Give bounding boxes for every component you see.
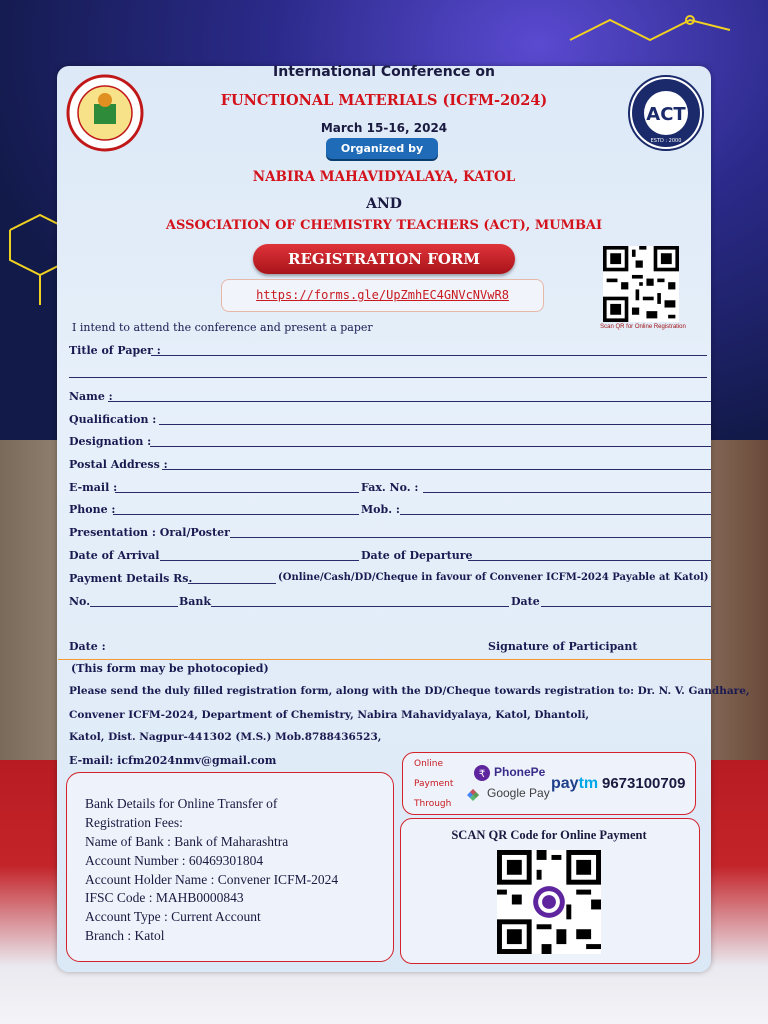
phone-label: Phone : <box>69 503 116 516</box>
google-pay-label: Google Pay <box>487 786 550 800</box>
email-label: E-mail : <box>69 481 118 494</box>
qualification-label: Qualification : <box>69 413 157 426</box>
and-text: AND <box>366 196 402 212</box>
conference-line: International Conference on <box>273 64 495 80</box>
contact-email[interactable]: E-mail: icfm2024nmv@gmail.com <box>69 754 277 767</box>
title-of-paper-label: Title of Paper : <box>69 344 161 357</box>
arrival-label: Date of Arrival <box>69 549 160 562</box>
registration-link[interactable]: https://forms.gle/UpZmhEC4GNVcNVwR8 <box>221 279 544 312</box>
payment-label-3: Through <box>414 799 452 809</box>
divider <box>58 659 711 660</box>
name-label: Name : <box>69 390 113 403</box>
payment-label-1: Online <box>414 759 444 769</box>
phonepe-icon <box>474 765 490 781</box>
paytm-logo <box>551 775 598 793</box>
title-of-paper-field[interactable] <box>151 355 707 356</box>
svg-text:₹: ₹ <box>478 769 486 780</box>
bank-ifsc: IFSC Code : MAHB0000843 <box>85 890 244 905</box>
instructions-line-1: Please send the duly filled registration form, along with the DD/Cheque towards registration to: Dr. N. V. Gandhare, <box>69 685 750 697</box>
cheque-date-field[interactable] <box>541 606 711 607</box>
title-of-paper-field-line2[interactable] <box>69 377 707 378</box>
date-label: Date : <box>69 640 106 653</box>
phone-field[interactable] <box>113 514 359 515</box>
google-pay-icon <box>465 785 481 801</box>
act-logo-estd: ESTD : 2000 <box>650 138 682 144</box>
bank-label: Bank <box>179 595 212 608</box>
no-label: No. <box>69 595 91 608</box>
registration-qr-code[interactable] <box>603 246 679 322</box>
email-field[interactable] <box>115 492 359 493</box>
registration-qr-caption: Scan QR for Online Registration <box>600 324 686 330</box>
college-logo <box>66 74 144 152</box>
fax-field[interactable] <box>423 492 711 493</box>
instructions-line-2: Convener ICFM-2024, Department of Chemistry, Nabira Mahavidyalaya, Katol, Dhantoli, <box>69 709 590 721</box>
organized-by-badge: Organized by <box>326 138 438 159</box>
no-field[interactable] <box>90 606 178 607</box>
designation-field[interactable] <box>150 446 711 447</box>
association-name: ASSOCIATION OF CHEMISTRY TEACHERS (ACT), MUMBAI <box>165 218 603 233</box>
paytm-logo-pay: pay <box>551 775 579 792</box>
phonepe-label: PhonePe <box>494 765 546 779</box>
payment-amount-field[interactable] <box>188 583 276 584</box>
mob-field[interactable] <box>400 514 711 515</box>
presentation-label: Presentation : Oral/Poster <box>69 526 230 539</box>
date-label-short: Date <box>511 595 540 608</box>
payment-note: (Online/Cash/DD/Cheque in favour of Convener ICFM-2024 Payable at Katol) <box>278 572 709 583</box>
designation-label: Designation : <box>69 435 152 448</box>
bank-account-holder: Account Holder Name : Convener ICFM-2024 <box>85 872 339 887</box>
qualification-field[interactable] <box>159 424 711 425</box>
act-logo <box>627 74 705 152</box>
paytm-logo-tm: tm <box>578 775 599 792</box>
bank-field[interactable] <box>211 606 509 607</box>
payment-label-2: Payment <box>414 779 454 789</box>
bank-account-type: Account Type : Current Account <box>85 909 261 924</box>
intent-text: I intend to attend the conference and present a paper <box>72 321 373 334</box>
bank-heading-1: Bank Details for Online Transfer of <box>85 796 278 811</box>
bank-branch: Branch : Katol <box>85 928 165 943</box>
postal-address-field[interactable] <box>162 469 711 470</box>
qr-payment-title: SCAN QR Code for Online Payment <box>451 828 647 842</box>
payment-qr-code[interactable] <box>497 850 601 954</box>
fax-label: Fax. No. : <box>361 481 419 494</box>
postal-address-label: Postal Address : <box>69 458 168 471</box>
registration-form-banner: REGISTRATION FORM <box>253 244 515 274</box>
photocopy-note: (This form may be photocopied) <box>71 662 269 675</box>
signature-label: Signature of Participant <box>488 640 638 653</box>
conference-title: FUNCTIONAL MATERIALS (ICFM-2024) <box>220 92 548 109</box>
college-name: NABIRA MAHAVIDYALAYA, KATOL <box>252 169 516 185</box>
name-field[interactable] <box>108 401 711 402</box>
arrival-field[interactable] <box>160 560 359 561</box>
bank-name: Name of Bank : Bank of Maharashtra <box>85 834 289 849</box>
bank-heading-2: Registration Fees: <box>85 815 183 830</box>
conference-dates: March 15-16, 2024 <box>320 121 448 135</box>
instructions-line-3: Katol, Dist. Nagpur-441302 (M.S.) Mob.8788436523, <box>69 731 382 743</box>
molecule-decoration-right <box>560 0 760 60</box>
departure-label: Date of Departure <box>361 549 473 562</box>
payment-label: Payment Details Rs. <box>69 572 193 585</box>
act-logo-abbr: ACT <box>646 104 686 125</box>
bank-account-number: Account Number : 60469301804 <box>85 853 264 868</box>
departure-field[interactable] <box>468 560 711 561</box>
mob-label: Mob. : <box>361 503 400 516</box>
presentation-field[interactable] <box>230 537 711 538</box>
payment-phone-number[interactable]: 9673100709 <box>602 775 686 792</box>
